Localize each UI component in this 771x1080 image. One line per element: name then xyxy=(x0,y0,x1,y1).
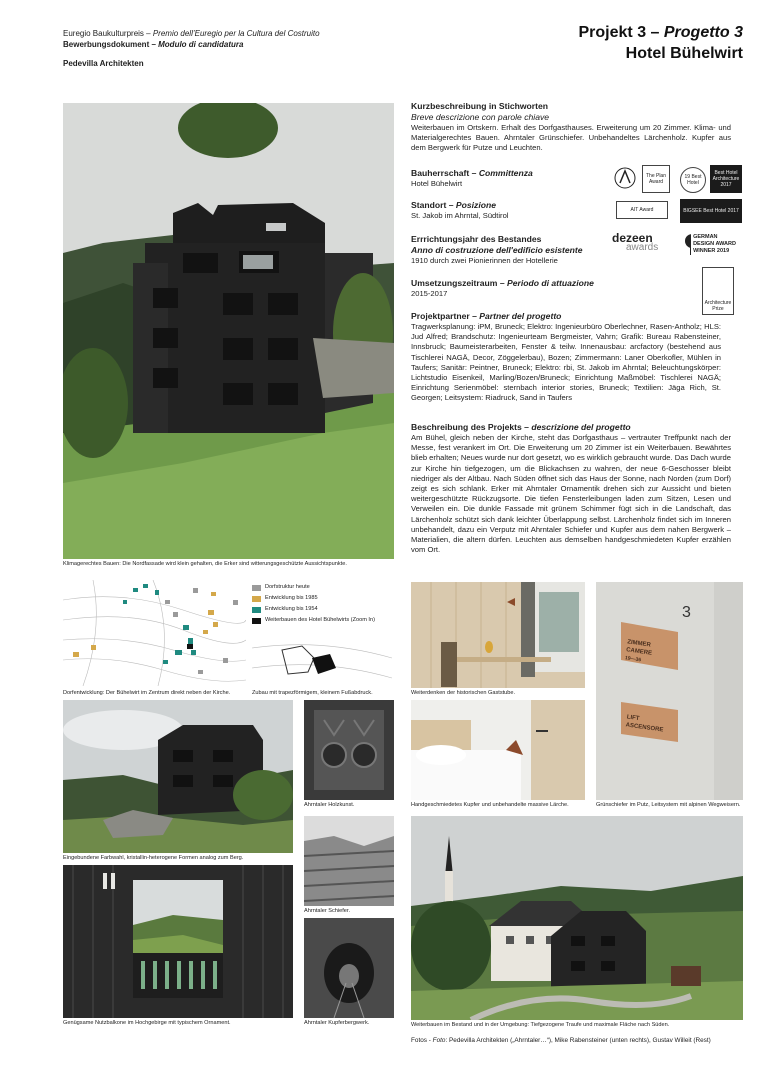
heading-beschreibung: Beschreibung des Projekts – descrizione del progetto xyxy=(411,422,631,432)
caption-bestand: Weiterbauen im Bestand und in der Umgebung: Tiefgezogene Traufe und maximale Fläche nach Süden. xyxy=(411,1022,670,1028)
caption-gaststube: Weiterdenken der historischen Gaststube. xyxy=(411,690,516,696)
sign-lift: LIFT ASCENSORE xyxy=(625,714,664,734)
body-standort: St. Jakob im Ahrntal, Südtirol xyxy=(411,211,509,220)
project-title: Hotel Bühelwirt xyxy=(625,45,743,62)
block-errichtung xyxy=(411,234,611,266)
body-bauherr: Hotel Bühelwirt xyxy=(411,179,463,188)
caption-schiefer-wall: Grünschiefer im Putz, Leitsystem mit alpinen Wegweisern. xyxy=(596,802,741,808)
body-umsetzung: 2015-2017 xyxy=(411,289,448,298)
heading-kurzbeschreibung: Kurzbeschreibung in Stichworten xyxy=(411,101,549,111)
heading-projektpartner: Projektpartner – Partner del progetto xyxy=(411,311,562,321)
photo-farbwahl xyxy=(63,700,293,853)
award-logo-architecture-prize: Architecture Prize xyxy=(702,267,734,315)
caption-balkone: Genügsame Nutzbalkone im Hochgebirge mit typischem Ornament. xyxy=(63,1020,231,1026)
block-projektpartner xyxy=(411,311,721,404)
award-logo-ait: AIT Award xyxy=(616,201,668,219)
header-line-1: Euregio Baukulturpreis – Premio dell’Euregio per la Cultura del Costruito xyxy=(63,29,320,38)
legend-item-extension: Weiterbauen des Hotel Bühelwirts (Zoom In) xyxy=(252,615,392,626)
award-logos xyxy=(612,165,742,315)
photo-credits: Fotos - Foto: Pedevilla Architekten („Ahrntaler…“), Mike Rabensteiner (unten rechts), Gustav Willeit (Rest) xyxy=(411,1037,711,1044)
photo-holzkunst xyxy=(304,700,394,800)
caption-zubau: Zubau mit trapezförmigem, kleinem Fußabdruck. xyxy=(252,690,373,696)
body-projektpartner: Tragwerksplanung: iPM, Bruneck; Elektro: Ingenieurbüro Oberlechner, Rasen-Antholz; HLS: Jud Alfred; Brandschutz: Ingenieurteam Bergmeister, Vahrn; Grafik: Bureau Rabensteiner, Innsbruck; Baumeisterarbeiten, Fenster & teilw. Innenausbau: arcfactory (bestehend aus Tischlerei NAGÄ, Decor, Zöggelerbau), Bozen; Zimmermann: Laner Oberkofler, Mühlen in Taufers; Sanitär: Peintner, Bruneck; Elektro: rbi, St. Jakob im Ahrntal; Beleuchtungskörper: Lichtstudio Eisenkeil, Marling/Bozen/Bruneck; Einrichtung Maßmöbel: Tischlerei NAGÄ; Einrichtung Serienmöbel: sternbach interior stories, Bruneck; Textilien: Jäga Rich, St. Georgen; Leitsystem: Riadruck, Sand in Taufers xyxy=(411,322,721,403)
photo-kupferbergwerk xyxy=(304,918,394,1018)
photo-balkone xyxy=(63,865,293,1018)
caption-main: Klimagerechtes Bauen: Die Nordfassade wird klein gehalten, die Erker sind witterungsgeschützte Aussichtspunkte. xyxy=(63,561,347,567)
village-map xyxy=(63,580,246,686)
legend-swatch-ochre xyxy=(252,596,261,602)
legend-item-today: Dorfstruktur heute xyxy=(252,582,392,593)
legend-item-1954: Entwicklung bis 1954 xyxy=(252,604,392,615)
sign-zimmer: ZIMMER CAMERE 19—36 xyxy=(624,639,653,664)
block-beschreibung xyxy=(411,422,731,555)
heading-standort: Standort – Posizione xyxy=(411,200,497,210)
project-number: Projekt 3 – Progetto 3 xyxy=(578,24,743,41)
award-logo-best-hotel: 19 Best Hotel xyxy=(680,167,706,193)
caption-schiefer: Ahrntaler Schiefer. xyxy=(304,908,351,914)
heading-umsetzung: Umsetzungszeitraum – Periodo di attuazione xyxy=(411,278,594,288)
photo-bestand xyxy=(411,816,743,1020)
caption-dorf: Dorfentwicklung: Der Bühelwirt im Zentrum direkt neben der Kirche. xyxy=(63,690,231,696)
body-kurzbeschreibung: Weiterbauen im Ortskern. Erhalt des Dorfgasthauses. Erweiterung um 20 Zimmer. Klima- und Materialgerechtes Bauen. Ahrntaler Grünschiefer. Unbehandeltes Lärchenholz. Kupfer aus dem Bergwerk für Putze und Leuchten. xyxy=(411,123,731,153)
caption-kupferbergwerk: Ahrntaler Kupferbergwerk. xyxy=(304,1020,370,1026)
photo-wayfinding-signs xyxy=(596,582,743,800)
caption-holzkunst: Ahrntaler Holzkunst. xyxy=(304,802,355,808)
subheading-kurzbeschreibung: Breve descrizione con parole chiave xyxy=(411,112,550,122)
architect-name: Pedevilla Architekten xyxy=(63,59,144,68)
photo-gaststube xyxy=(411,582,585,688)
award-logo-1 xyxy=(612,165,638,191)
photo-bedroom-copper xyxy=(411,700,585,800)
text-column xyxy=(411,101,731,154)
award-logo-bigsee: BIGSEE Best Hotel 2017 xyxy=(680,199,742,223)
main-photo-north-facade xyxy=(63,103,394,559)
caption-kupfer: Handgeschmiedetes Kupfer und unbehandelte massive Lärche. xyxy=(411,802,569,808)
legend-swatch-grey xyxy=(252,585,261,591)
header-line-2: Bewerbungsdokument – Modulo di candidatura xyxy=(63,40,244,49)
caption-farbwahl: Eingebundene Farbwahl, kristallin-heterogene Formen analog zum Berg. xyxy=(63,855,244,861)
heading-errichtung: Errrichtungsjahr des Bestandes xyxy=(411,234,542,244)
subheading-errichtung: Anno di costruzione dell'edificio esistente xyxy=(411,245,583,255)
heading-bauherr: Bauherrschaft – Committenza xyxy=(411,168,533,178)
block-bauherr xyxy=(411,168,601,189)
legend-swatch-black xyxy=(252,618,261,624)
award-logo-dezeen: dezeen awards xyxy=(612,231,659,253)
footprint-plan xyxy=(252,638,392,686)
award-logo-hotel-architecture: Best Hotel Architecture 2017 xyxy=(710,165,742,193)
legend-item-1985: Entwicklung bis 1985 xyxy=(252,593,392,604)
body-errichtung: 1910 durch zwei Pionierinnen der Hotellerie xyxy=(411,256,558,265)
award-logo-german-design: GERMAN DESIGN AWARD WINNER 2019 xyxy=(684,229,740,259)
sign-room-number: 3 xyxy=(682,604,691,621)
block-standort xyxy=(411,200,601,221)
award-logo-the-plan: The Plan Award xyxy=(642,165,670,193)
body-beschreibung: Am Bühel, gleich neben der Kirche, steht das Dorfgasthaus – vertrauter Treffpunkt nach der Messe, fest verankert im Ort. Die Erweiterung um 20 Zimmer ist ein Weiterbauen. Bewährtes blieb erhalten; Neues wurde nur dort gesetzt, wo es wirklich gebraucht wurde. Das Dach wurde zur Kirche hin tiefgezogen, um die Blickachsen zu wahren, der neue 6-Geschosser bleibt niedriger als der Altbau. Nach Süden öffnet sich das Haus der Sonne, nach Norden (zum Dorf) zeigt es sich schlank. Erker mit Ahrntaler Ornamentik drehen sich zur Aussicht und bieten weitergeschützte Rückzugsorte. Die tiefen Fensterleibungen laden zum Sitzen, Lesen und Verweilen ein. Die dunkle Fassade mit grünem Schimmer fügt sich in die Landschaft, das Lärchenholz schützt sich dank leichter Überlappung selbst. Lärchenholz findet sich im Inneren unbehandelt, dazu ein Verputz mit Ahrntaler Schiefer und Kupfer aus dem nahen Bergwerk – Materialien, die altern dürfen. Leuchten aus demselben handgeschmiedeten Kupfer erzählen vom Ort. xyxy=(411,433,731,555)
photo-schiefer xyxy=(304,816,394,906)
legend-swatch-teal xyxy=(252,607,261,613)
